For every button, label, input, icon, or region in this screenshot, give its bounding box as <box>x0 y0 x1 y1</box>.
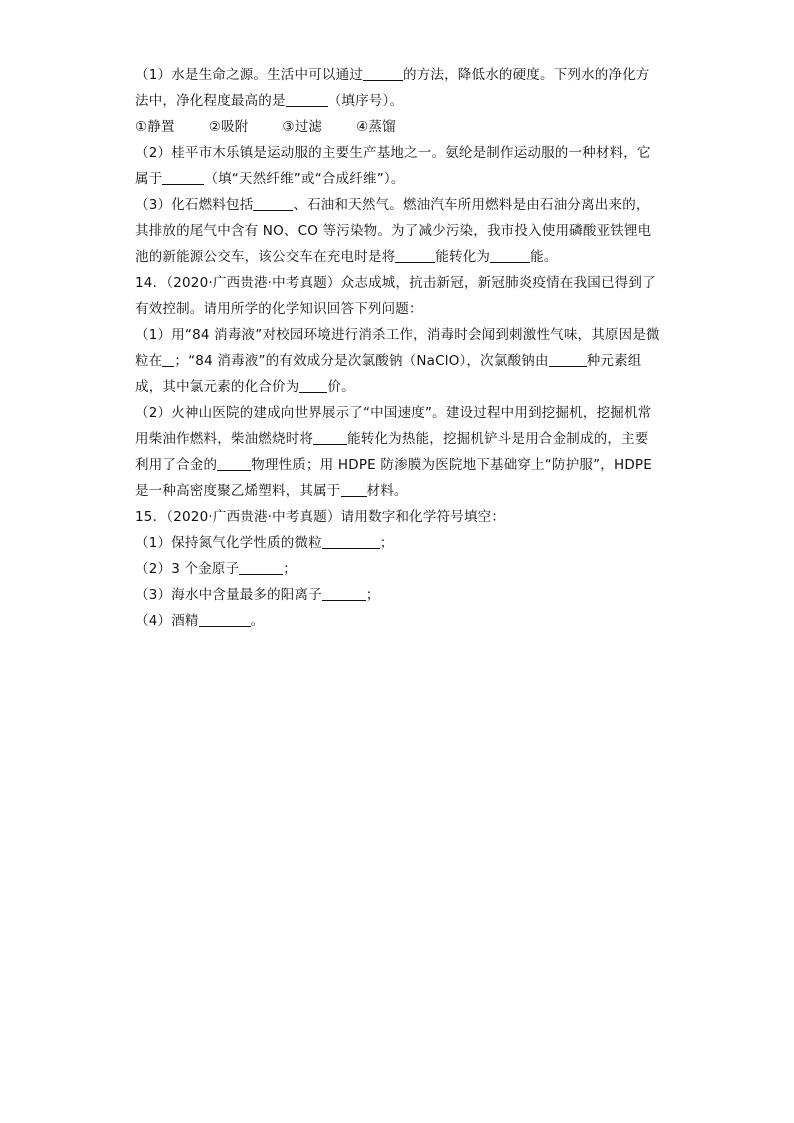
text: 用柴油作燃料，柴油燃烧时将 <box>135 431 314 447</box>
option-1: ①静置 <box>135 119 175 135</box>
answer-blank <box>549 352 587 367</box>
text: （1）保持氮气化学性质的微粒 <box>135 535 322 551</box>
q14-heading-line2 <box>135 296 660 322</box>
text: （3）化石燃料包括 <box>135 197 254 213</box>
answer-blank <box>253 196 293 211</box>
q14-part1-line3 <box>135 374 660 400</box>
q15-item-2 <box>135 556 660 582</box>
q13-part1-line1 <box>135 62 660 88</box>
text: 有效控制。请用所学的化学知识回答下列问题： <box>135 301 423 317</box>
text: 其排放的尾气中含有 NO、CO 等污染物。为了减少污染，我市投入使用磷酸亚铁锂电 <box>135 223 652 239</box>
q14-part2-line2 <box>135 426 660 452</box>
text: 能。 <box>530 249 558 265</box>
text: 是一种高密度聚乙烯塑料，其属于 <box>135 483 341 499</box>
q14-part1-line2 <box>135 348 660 374</box>
answer-blank <box>322 534 380 549</box>
text: 的方法，降低水的硬度。下列水的净化方 <box>403 67 650 83</box>
answer-blank <box>395 248 435 263</box>
text: 能转化为热能，挖掘机铲斗是用合金制成的，主要 <box>347 431 649 447</box>
text: 物理性质；用 HDPE 防渗膜为医院地下基础穿上“防护服”，HDPE <box>251 457 653 473</box>
text: 、石油和天然气。燃油汽车所用燃料是由石油分离出来的， <box>293 197 650 213</box>
answer-blank <box>217 456 251 471</box>
option-4: ④蒸馏 <box>356 119 396 135</box>
question-heading: 15．（2020·广西贵港·中考真题）请用数字和化学符号填空： <box>135 509 506 525</box>
q14-heading-line1 <box>135 270 660 296</box>
document-content <box>135 62 660 634</box>
q13-part2-line2 <box>135 166 660 192</box>
question-heading: 14．（2020·广西贵港·中考真题）众志成城，抗击新冠，新冠肺炎疫情在我国已得到了 <box>135 275 656 291</box>
q13-part3-line2 <box>135 218 660 244</box>
text: （填序号）。 <box>327 93 404 109</box>
answer-blank <box>313 430 347 445</box>
text: （1）用“84 消毒液”对校园环境进行消杀工作，消毒时会闻到刺激性气味，其原因是微 <box>135 327 660 343</box>
answer-blank <box>341 482 367 497</box>
q13-part3-line1 <box>135 192 660 218</box>
answer-blank <box>286 92 328 107</box>
answer-blank <box>162 170 204 185</box>
text: 法中，净化程度最高的是 <box>135 93 286 109</box>
option-2: ②吸附 <box>208 119 249 135</box>
text: （1）水是生命之源。生活中可以通过 <box>135 67 363 83</box>
text: 属于 <box>135 171 163 187</box>
text: （4）酒精 <box>135 613 199 629</box>
text: ； <box>379 535 394 551</box>
q15-heading <box>135 504 660 530</box>
answer-blank <box>322 586 366 601</box>
answer-blank <box>299 378 327 393</box>
text: 材料。 <box>366 483 408 499</box>
answer-blank <box>162 352 174 367</box>
answer-blank <box>199 612 251 627</box>
option-3: ③过滤 <box>282 119 323 135</box>
q14-part2-line3 <box>135 452 660 478</box>
text: 池的新能源公交车，该公交车在充电时是将 <box>135 249 396 265</box>
text: （2）桂平市木乐镇是运动服的主要生产基地之一。氨纶是制作运动服的一种材料，它 <box>135 145 651 161</box>
q15-item-4 <box>135 608 660 634</box>
text: 利用了合金的 <box>135 457 218 473</box>
q13-part1-line2 <box>135 88 660 114</box>
q13-part2-line1 <box>135 140 660 166</box>
text: 。 <box>250 613 265 629</box>
text: 成，其中氯元素的化合价为 <box>135 379 300 395</box>
text: （填“天然纤维”或“合成纤维”）。 <box>204 171 405 187</box>
q13-options <box>135 114 660 140</box>
q13-part3-line3 <box>135 244 660 270</box>
answer-blank <box>490 248 530 263</box>
q14-part2-line4 <box>135 478 660 504</box>
answer-blank <box>363 66 403 81</box>
q14-part2-line1 <box>135 400 660 426</box>
text: 种元素组 <box>586 353 642 369</box>
text: 价。 <box>327 379 355 395</box>
text: ； <box>365 587 380 603</box>
q15-item-3 <box>135 582 660 608</box>
text: （2）3 个金原子 <box>135 561 240 577</box>
q15-item-1 <box>135 530 660 556</box>
text: ； <box>283 561 297 577</box>
q14-part1-line1 <box>135 322 660 348</box>
text: 粒在 <box>135 353 163 369</box>
text: （2）火神山医院的建成向世界展示了“中国速度”。建设过程中用到挖掘机，挖掘机常 <box>135 405 652 421</box>
text: （3）海水中含量最多的阳离子 <box>135 587 322 603</box>
answer-blank <box>239 560 283 575</box>
text: ；“84 消毒液”的有效成分是次氯酸钠（NaClO），次氯酸钠由 <box>174 353 549 369</box>
text: 能转化为 <box>435 249 491 265</box>
